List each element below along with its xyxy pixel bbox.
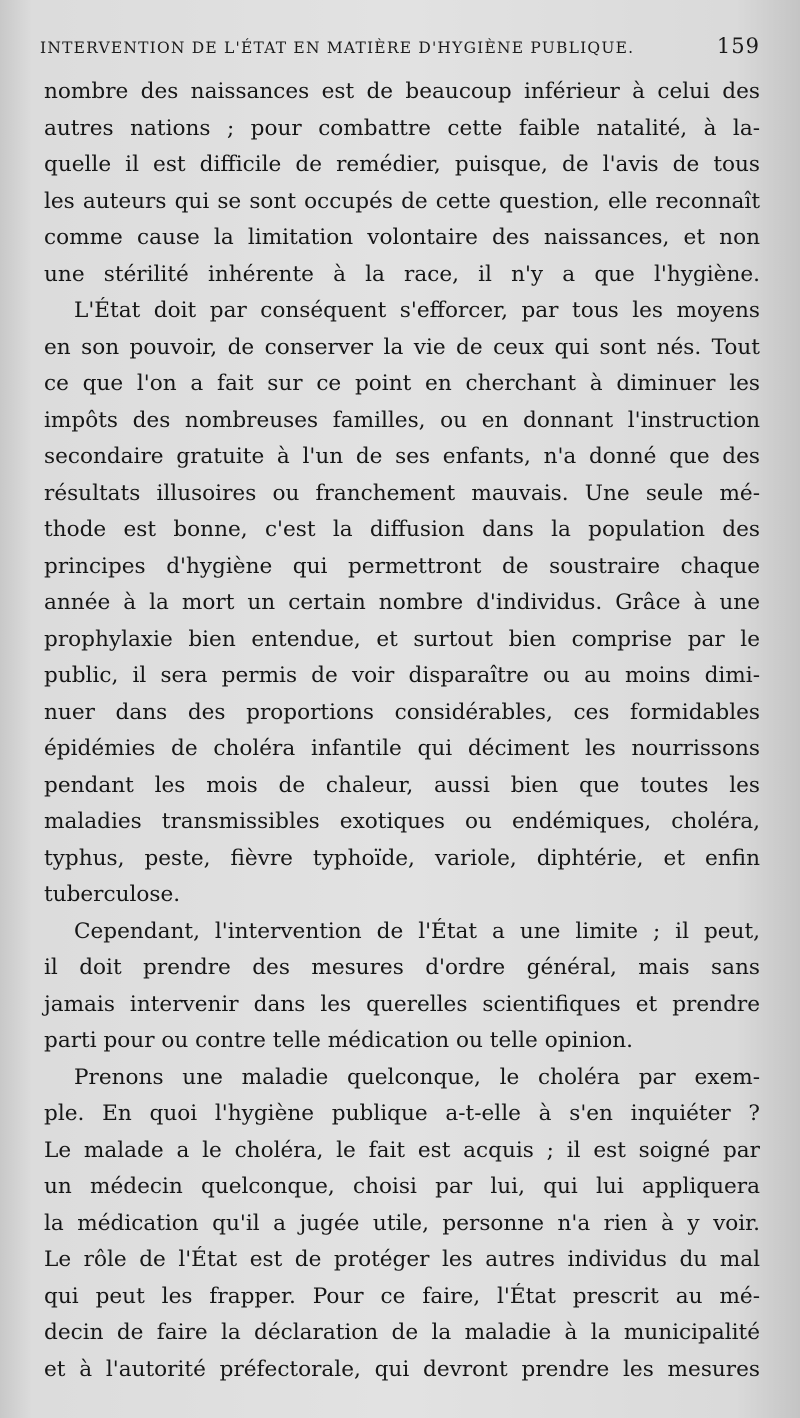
text-line: decin de faire la déclaration de la maladie à la municipalité [44, 1320, 760, 1345]
text-line: comme cause la limitation volontaire des naissances, et non [44, 225, 760, 250]
text-line: L'État doit par conséquent s'efforcer, par tous les moyens [74, 298, 760, 323]
text-line: Le malade a le choléra, le fait est acquis ; il est soigné par [44, 1137, 760, 1163]
text-line: et à l'autorité préfectorale, qui devront prendre les mesures [44, 1356, 760, 1382]
paragraph [44, 914, 760, 1060]
text-line: impôts des nombreuses familles, ou en donnant l'instruction [44, 407, 760, 433]
text-line: épidémies de choléra infantile qui déciment les nourrissons [44, 736, 760, 761]
text-line: maladies transmissibles exotiques ou endémiques, choléra, [44, 809, 760, 834]
text-line: quelle il est difficile de remédier, puisque, de l'avis de tous [44, 152, 760, 177]
text-line: public, il sera permis de voir disparaître ou au moins dimi- [44, 663, 760, 688]
text-line: un médecin quelconque, choisi par lui, qui lui appliquera [44, 1174, 760, 1199]
text-line: thode est bonne, c'est la diffusion dans la population des [44, 517, 760, 542]
body-text [44, 74, 760, 1388]
text-line: qui peut les frapper. Pour ce faire, l'État prescrit au mé- [44, 1283, 760, 1309]
paragraph [44, 1060, 760, 1389]
text-line: secondaire gratuite à l'un de ses enfants, n'a donné que des [44, 444, 760, 469]
text-line: résultats illusoires ou franchement mauvais. Une seule mé- [44, 480, 760, 506]
text-line: il doit prendre des mesures d'ordre général, mais sans [44, 955, 760, 980]
text-line: Cependant, l'intervention de l'État a une limite ; il peut, [74, 918, 760, 944]
paragraph [44, 293, 760, 914]
text-line: pendant les mois de chaleur, aussi bien que toutes les [44, 772, 760, 798]
text-line: nuer dans des proportions considérables, ces formidables [44, 699, 760, 725]
text-line: tuberculose. [44, 882, 181, 907]
text-line: année à la mort un certain nombre d'individus. Grâce à une [44, 590, 760, 615]
text-line: en son pouvoir, de conserver la vie de ceux qui sont nés. Tout [44, 334, 760, 360]
text-line: ce que l'on a fait sur ce point en cherchant à diminuer les [44, 371, 760, 396]
paragraph [44, 74, 760, 293]
text-line: autres nations ; pour combattre cette faible natalité, à la- [44, 115, 760, 141]
text-line: les auteurs qui se sont occupés de cette question, elle reconnaît [44, 188, 760, 214]
page-header [40, 34, 760, 68]
text-line: parti pour ou contre telle médication ou telle opinion. [44, 1028, 634, 1053]
page-number: 159 [716, 34, 760, 58]
text-line: nombre des naissances est de beaucoup inférieur à celui des [44, 79, 760, 104]
text-line: jamais intervenir dans les querelles scientifiques et prendre [44, 991, 760, 1017]
text-line: une stérilité inhérente à la race, il n'y a que l'hygiène. [44, 261, 760, 287]
text-line: principes d'hygiène qui permettront de soustraire chaque [44, 553, 760, 579]
text-line: ple. En quoi l'hygiène publique a-t-elle à s'en inquiéter ? [44, 1101, 760, 1126]
text-line: Prenons une maladie quelconque, le choléra par exem- [74, 1064, 760, 1090]
text-line: typhus, peste, fièvre typhoïde, variole, diphtérie, et enfin [44, 845, 760, 871]
text-line: Le rôle de l'État est de protéger les autres individus du mal [44, 1247, 760, 1272]
text-line: la médication qu'il a jugée utile, personne n'a rien à y voir. [44, 1210, 760, 1236]
running-title: INTERVENTION DE L'ÉTAT EN MATIÈRE D'HYGIÈNE PUBLIQUE. [40, 39, 635, 57]
text-line: prophylaxie bien entendue, et surtout bien comprise par le [44, 626, 760, 652]
